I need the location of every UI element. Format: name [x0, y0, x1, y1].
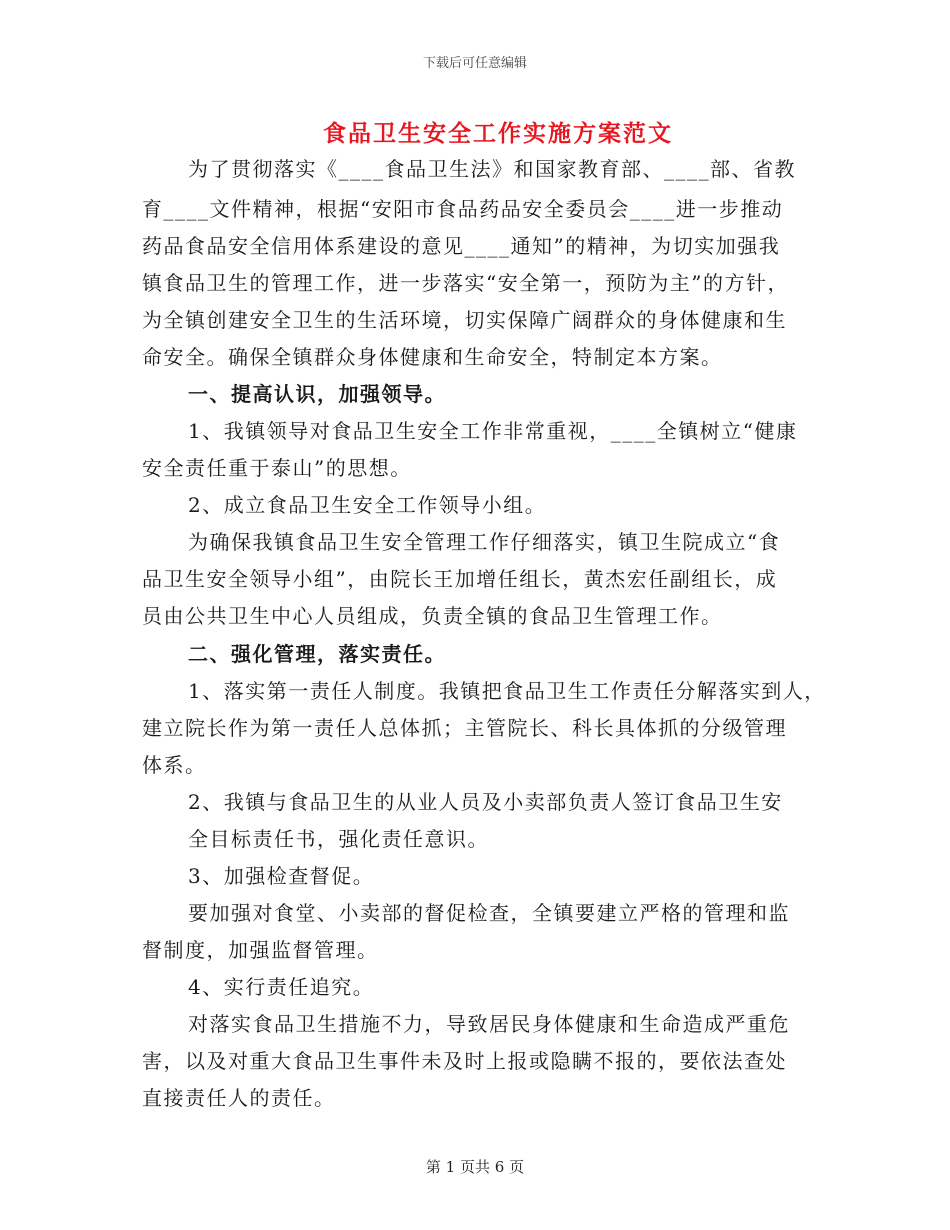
paragraph-line: 2、我镇与食品卫生的从业人员及小卖部负责人签订食品卫生安 [188, 790, 783, 814]
paragraph-line: 育____文件精神，根据“安阳市食品药品安全委员会____进一步推动 [142, 197, 784, 221]
paragraph-line: 要加强对食堂、小卖部的督促检查，全镇要建立严格的管理和监 [188, 901, 790, 925]
paragraph-line: 3、加强检查督促。 [188, 864, 375, 888]
paragraph-line: 1、我镇领导对食品卫生安全工作非常重视，____全镇树立“健康 [188, 419, 798, 443]
paragraph-line: 为全镇创建安全卫生的生活环境，切实保障广阔群众的身体健康和生 [142, 308, 787, 332]
page-footer: 第 1 页共 6 页 [425, 1158, 525, 1176]
paragraph-line: 药品食品安全信用体系建设的意见____通知”的精神，为切实加强我 [142, 234, 781, 258]
paragraph-line: 为确保我镇食品卫生安全管理工作仔细落实，镇卫生院成立“食 [188, 530, 781, 554]
paragraph-line: 员由公共卫生中心人员组成，负责全镇的食品卫生管理工作。 [142, 604, 723, 628]
document-title: 食品卫生安全工作实施方案范文 [323, 120, 673, 147]
section-heading: 一、提高认识，加强领导。 [188, 382, 446, 406]
paragraph-line: 镇食品卫生的管理工作，进一步落实“安全第一，预防为主”的方针， [142, 271, 789, 295]
paragraph-line: 体系。 [142, 753, 207, 777]
paragraph-line: 4、实行责任追究。 [188, 975, 375, 999]
paragraph-line: 害，以及对重大食品卫生事件未及时上报或隐瞒不报的，要依法查处 [142, 1049, 787, 1073]
paragraph-line: 全目标责任书，强化责任意识。 [188, 827, 489, 851]
paragraph-line: 督制度，加强监督管理。 [142, 938, 379, 962]
paragraph-line: 直接责任人的责任。 [142, 1086, 336, 1110]
paragraph-line: 1、落实第一责任人制度。我镇把食品卫生工作责任分解落实到人， [188, 679, 826, 703]
paragraph-line: 对落实食品卫生措施不力，导致居民身体健康和生命造成严重危 [188, 1012, 790, 1036]
paragraph-line: 2、成立食品卫生安全工作领导小组。 [188, 493, 547, 517]
paragraph-line: 为了贯彻落实《____食品卫生法》和国家教育部、____部、省教 [188, 157, 796, 181]
paragraph-line: 建立院长作为第一责任人总体抓；主管院长、科长具体抓的分级管理 [142, 716, 787, 740]
section-heading: 二、强化管理，落实责任。 [188, 642, 446, 666]
paragraph-line: 安全责任重于泰山”的思想。 [142, 456, 412, 480]
paragraph-line: 品卫生安全领导小组”，由院长王加增任组长，黄杰宏任副组长，成 [142, 567, 778, 591]
header-note: 下载后可任意编辑 [422, 56, 527, 71]
paragraph-line: 命安全。确保全镇群众身体健康和生命安全，特制定本方案。 [142, 345, 723, 369]
